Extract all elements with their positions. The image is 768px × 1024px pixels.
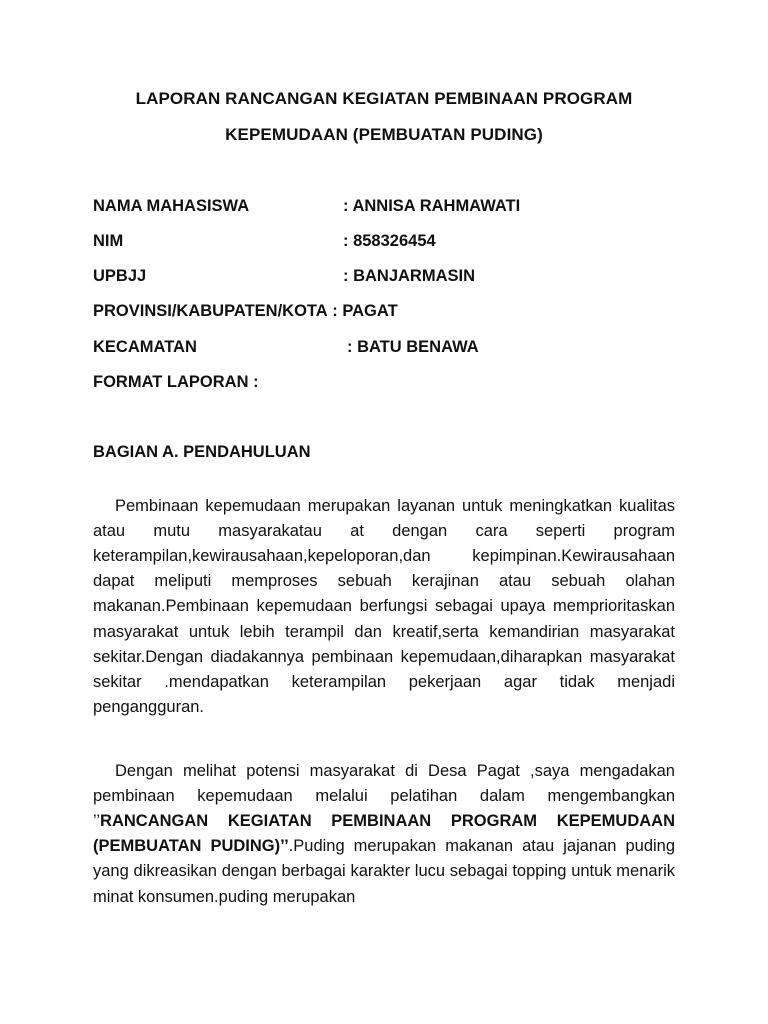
field-label: PROVINSI/KABUPATEN/KOTA [93, 302, 328, 320]
paragraph-2-text-before: Dengan melihat potensi masyarakat di Desa Pagat ,saya mengadakan pembinaan kepemudaan melalui pelatihan dalam mengembangkan ’’ [93, 761, 675, 830]
field-value: : BANJARMASIN [343, 267, 475, 285]
field-value: : 858326454 [343, 232, 436, 250]
paragraph-2 [93, 759, 675, 910]
field-value: : BATU BENAWA [347, 338, 479, 356]
field-label: FORMAT LAPORAN : [93, 373, 259, 391]
paragraph-1: Pembinaan kepemudaan merupakan layanan untuk meningkatkan kualitas atau mutu masyarakatau at dengan cara seperti program keterampilan,kewirausahaan,kepeloporan,dan kepimpinan.Kewirausahaan dapat meliputi memproses sebuah kerajinan atau sebuah olahan makanan.Pembinaan kepemudaan berfungsi sebagai upaya memprioritaskan masyarakat untuk lebih terampil dan kreatif,serta kemandirian masyarakat sekitar.Dengan diadakannya pembinaan kepemudaan,diharapkan masyarakat sekitar .mendapatkan keterampilan pekerjaan agar tidak menjadi pengangguran. [93, 496, 675, 717]
field-kecamatan [93, 338, 479, 357]
field-format-laporan [93, 373, 259, 392]
field-upbjj [93, 267, 475, 286]
field-provinsi [93, 302, 398, 321]
field-label: NAMA MAHASISWA [93, 197, 250, 215]
paragraph-2-bold-title: RANCANGAN KEGIATAN PEMBINAAN PROGRAM KEPEMUDAAN (PEMBUATAN PUDING)’’ [93, 811, 675, 856]
field-nim [93, 232, 436, 251]
field-value: : ANNISA RAHMAWATI [343, 197, 521, 215]
document-title-line-1: LAPORAN RANCANGAN KEGIATAN PEMBINAAN PROGRAM [135, 89, 633, 108]
field-label: UPBJJ [93, 267, 147, 285]
field-label: KECAMATAN [93, 338, 197, 356]
field-label: NIM [93, 232, 124, 250]
document-title-line-2: KEPEMUDAAN (PEMBUATAN PUDING) [225, 125, 543, 144]
section-heading: BAGIAN A. PENDAHULUAN [93, 443, 311, 461]
paragraph-2-text-after: .Puding merupakan makanan atau jajanan puding yang dikreasikan dengan berbagai karakter lucu sebagai topping untuk menarik minat konsumen.puding merupakan [93, 837, 676, 906]
field-nama-mahasiswa [93, 197, 521, 216]
field-value: : PAGAT [332, 302, 398, 320]
